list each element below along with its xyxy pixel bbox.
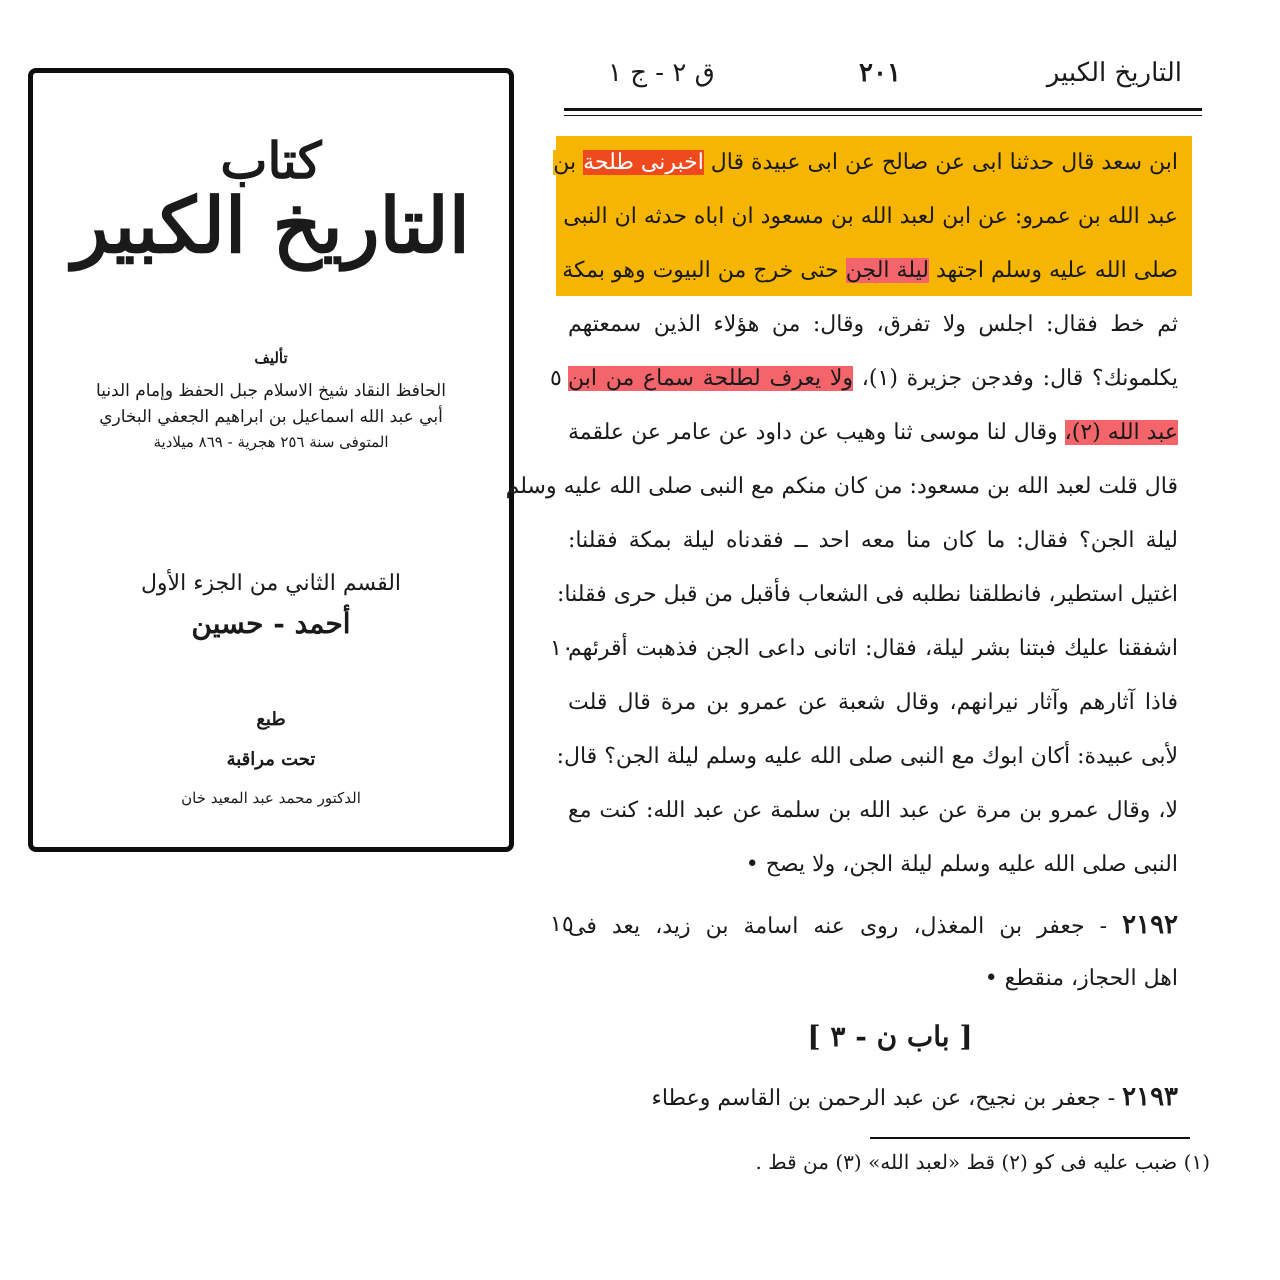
footnote: (١) ضبب عليه فى كو (٢) قط «لعبد الله» (٣) من قط . [755,1150,1210,1174]
text-line [568,784,1178,838]
text-segment: لا، وقال عمرو بن مرة عن عبد الله بن سلمة عن عبد الله: كنت مع [568,798,1178,823]
highlight-red: ليلة الجن [845,258,929,283]
highlight-yellow: صلى الله عليه وسلم اجتهد [928,258,1178,283]
highlight-yellow: عبد الله بن عمرو: عن ابن لعبد الله بن مسعود ان اباه حدثه ان النبى [563,204,1178,229]
text-segment: يكلمونك؟ قال: وفدجن جزيرة (١)، [853,366,1178,391]
highlight-red: عبد الله (٢)، [1064,420,1178,445]
book-page [505,40,1240,1260]
text-line [568,406,1178,460]
text-segment: - جعفر بن المغذل، روى عنه اسامة بن زيد، يعد فى [568,914,1123,939]
text-line [568,352,1178,406]
text-line [568,622,1178,676]
highlight-yellow: ابن سعد قال حدثنا ابى عن صالح عن ابى عبيدة قال [703,150,1178,175]
cover-doctor: الدكتور محمد عبد المعيد خان [181,789,361,807]
header-part: ق ٢ - ج ١ [608,58,715,88]
text-line [568,676,1178,730]
entry-2193 [568,1070,1178,1124]
entry-number: ٢١٩٢ [1122,910,1178,940]
text-line [557,568,1178,622]
text-line [563,190,1178,244]
header-rule-thin [564,115,1202,116]
text-segment: اشفقنا عليك فبتنا بشر ليلة، فقال: اتانى داعى الجن فذهبت أقرئهم [568,636,1178,661]
text-line [562,244,1178,298]
line-number: ٥ [550,366,562,391]
highlight-orange: اخبرنى طلحة [583,150,704,175]
cover-range: أحمد - حسين [191,607,351,640]
text-segment: اغتيل استطير، فانطلقنا نطلبه فى الشعاب فأقبل من قبل حرى فقلنا: [557,582,1178,607]
text-line [568,838,1178,892]
footnote-rule [870,1137,1190,1139]
bab-heading: [ باب ن - ٣ ] [807,1020,973,1053]
line-number: ١٥ [550,912,574,937]
text-segment: فاذا آثارهم وآثار نيرانهم، وقال شعبة عن عمرو بن مرة قال قلت [568,690,1178,715]
text-line [556,730,1178,784]
entry-text: - جعفر بن نجيح، عن عبد الرحمن بن القاسم وعطاء [651,1086,1123,1111]
cover-author-line-3: المتوفى سنة ٢٥٦ هجرية - ٨٦٩ ميلادية [153,433,389,451]
cover-title: التاريخ الكبير [72,181,470,270]
line-number: ١٠ [550,636,574,661]
text-segment: لأبى عبيدة: أكان ابوك مع النبى صلى الله عليه وسلم ليلة الجن؟ قال: [556,744,1178,769]
text-segment: ثم خط فقال: اجلس ولا تفرق، وقال: من هؤلاء الذين سمعتهم [568,312,1178,337]
text-segment: وقال لنا موسى ثنا وهيب عن داود عن عامر عن علقمة [568,420,1065,445]
cover-print: طبع [256,709,286,730]
text-segment: اهل الحجاز، منقطع • [984,966,1178,991]
header-rule [564,108,1202,111]
cover-talif: تأليف [254,349,288,367]
page-header [560,58,1200,98]
cover-author-line-2: أبي عبد الله اسماعيل بن ابراهيم الجعفي البخاري [99,407,443,427]
text-line [553,136,1178,190]
text-segment: قال قلت لعبد الله بن مسعود: من كان منكم مع النبى صلى الله عليه وسلم [505,474,1178,499]
text-line [568,898,1178,952]
entry-number: ٢١٩٣ [1122,1082,1178,1112]
highlight-red: ولا يعرف لطلحة سماع من ابن [568,366,854,391]
text-segment: حتى خرج من البيوت وهو بمكة [562,258,846,283]
text-line [568,952,1178,1006]
book-cover-card [28,68,514,852]
cover-author-line-1: الحافظ النقاد شيخ الاسلام جبل الحفظ وإمام الدنيا [96,381,446,401]
text-line [568,514,1178,568]
header-book-title: التاريخ الكبير [1046,58,1182,88]
cover-supervision: تحت مراقبة [226,749,316,770]
text-segment: ليلة الجن؟ فقال: ما كان منا معه احد ــ فقدناه ليلة بمكة فقلنا: [568,528,1178,553]
text-line [568,298,1178,352]
text-line [505,460,1178,514]
highlight-yellow: بن [553,150,584,175]
text-segment: النبى صلى الله عليه وسلم ليلة الجن، ولا يصح • [745,852,1178,877]
cover-part: القسم الثاني من الجزء الأول [140,571,402,596]
header-page-number: ٢٠١ [859,58,901,88]
cover-kitab: كتاب [220,131,322,190]
